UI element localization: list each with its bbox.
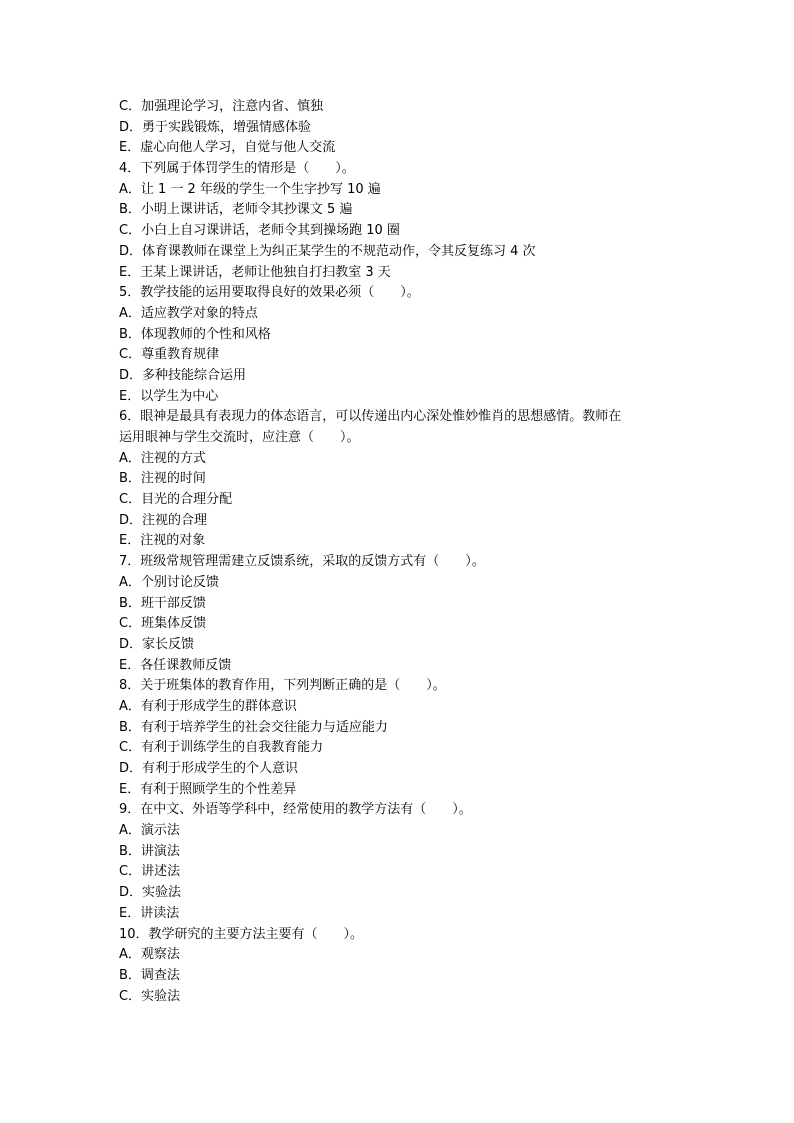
question-5: 5．教学技能的运用要取得良好的效果必须（ ）。 bbox=[119, 285, 420, 301]
question-6: 6．眼神是最具有表现力的体态语言，可以传递出内心深处惟妙惟肖的思想感情。教师在 bbox=[119, 409, 622, 425]
option-line: E．以学生为中心 bbox=[119, 388, 219, 404]
option-line: E．虚心向他人学习，自觉与他人交流 bbox=[119, 140, 336, 156]
option-line: C．有利于训练学生的自我教育能力 bbox=[119, 740, 324, 756]
option-line: B．调查法 bbox=[119, 967, 180, 983]
option-line: E．有利于照顾学生的个性差异 bbox=[119, 781, 297, 797]
option-line: D．体育课教师在课堂上为纠正某学生的不规范动作，令其反复练习 4 次 bbox=[119, 243, 536, 259]
question-6-continued: 运用眼神与学生交流时，应注意（ ）。 bbox=[119, 430, 360, 445]
option-line: B．班干部反馈 bbox=[119, 595, 206, 611]
option-line: D．家长反馈 bbox=[119, 636, 195, 652]
option-line: A．演示法 bbox=[119, 823, 180, 839]
option-line: A．让 1 一 2 年级的学生一个生字抄写 10 遍 bbox=[119, 181, 381, 197]
option-line: C．班集体反馈 bbox=[119, 616, 207, 632]
option-line: A．个别讨论反馈 bbox=[119, 574, 219, 590]
option-line: C．小白上自习课讲话，老师令其到操场跑 10 圈 bbox=[119, 223, 400, 239]
option-line: A．适应教学对象的特点 bbox=[119, 305, 258, 321]
option-line: D．多种技能综合运用 bbox=[119, 367, 247, 383]
option-line: B．注视的时间 bbox=[119, 471, 206, 487]
document-body bbox=[119, 97, 679, 1007]
option-line: C．讲述法 bbox=[119, 864, 181, 880]
question-9: 9．在中文、外语等学科中，经常使用的教学方法有（ ）。 bbox=[119, 802, 472, 818]
option-line: C．尊重教育规律 bbox=[119, 347, 220, 363]
option-line: E．注视的对象 bbox=[119, 533, 206, 549]
option-line: C．实验法 bbox=[119, 988, 181, 1004]
option-line: D．注视的合理 bbox=[119, 512, 208, 528]
option-line: C．加强理论学习，注意内省、慎独 bbox=[119, 99, 324, 114]
option-line: C．目光的合理分配 bbox=[119, 492, 233, 508]
question-8: 8．关于班集体的教育作用，下列判断正确的是（ ）。 bbox=[119, 678, 446, 694]
question-4: 4．下列属于体罚学生的情形是（ ）。 bbox=[119, 161, 355, 177]
option-line: B．有利于培养学生的社会交往能力与适应能力 bbox=[119, 719, 388, 735]
option-line: D．有利于形成学生的个人意识 bbox=[119, 761, 299, 776]
option-line: B．讲演法 bbox=[119, 843, 180, 859]
option-line: D．实验法 bbox=[119, 885, 182, 901]
option-line: E．讲读法 bbox=[119, 905, 180, 921]
option-line: E．各任课教师反馈 bbox=[119, 657, 232, 673]
question-10: 10．教学研究的主要方法主要有（ ）。 bbox=[119, 926, 364, 942]
option-line: A．有利于形成学生的群体意识 bbox=[119, 698, 297, 714]
option-line: A．观察法 bbox=[119, 947, 180, 963]
option-line: B．小明上课讲话，老师令其抄课文 5 遍 bbox=[119, 202, 353, 218]
question-7: 7．班级常规管理需建立反馈系统，采取的反馈方式有（ ）。 bbox=[119, 554, 485, 570]
option-line: D．勇于实践锻炼，增强情感体验 bbox=[119, 119, 312, 135]
option-line: A．注视的方式 bbox=[119, 450, 206, 466]
option-line: B．体现教师的个性和风格 bbox=[119, 326, 271, 342]
option-line: E．王某上课讲话，老师让他独自打扫教室 3 天 bbox=[119, 264, 391, 280]
